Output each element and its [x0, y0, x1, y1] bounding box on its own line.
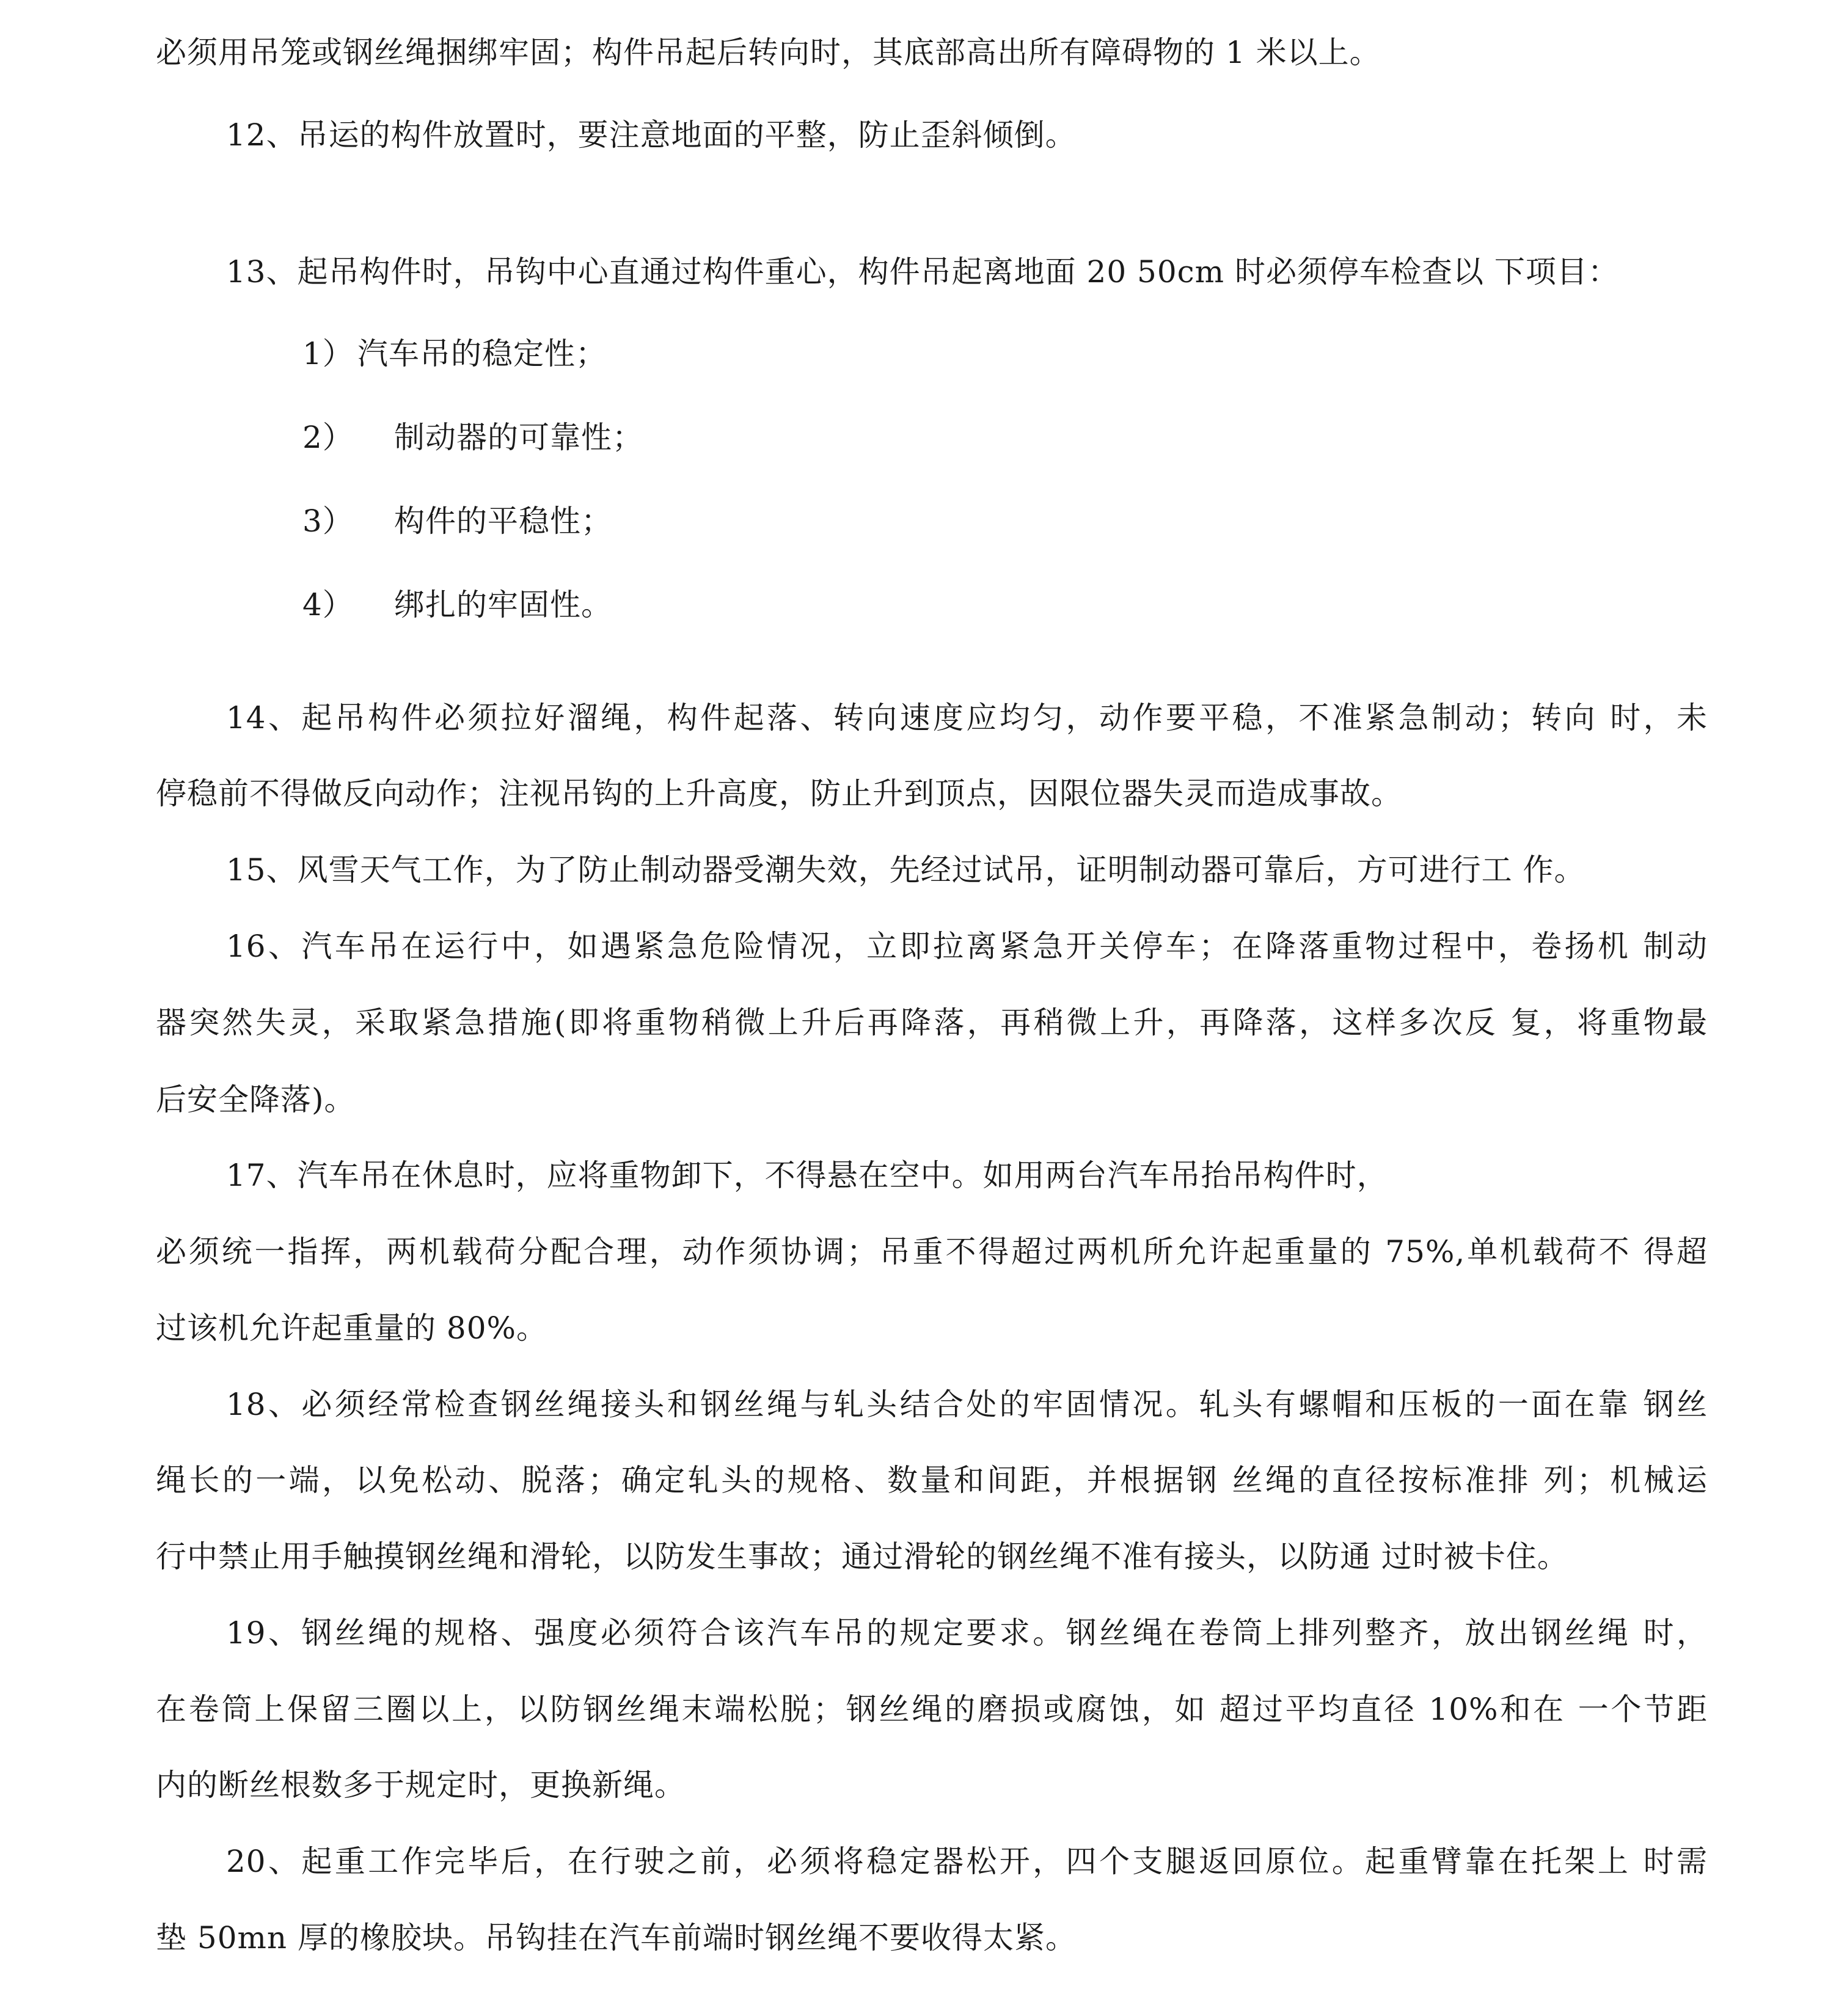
- item-19-line-2: 在卷筒上保留三圈以上，以防钢丝绳末端松脱；钢丝绳的磨损或腐蚀，如 超过平均直径 10%和在 一个节距: [156, 1692, 1708, 1727]
- item-17-line-2: 必须统一指挥，两机载荷分配合理，动作须协调；吊重不得超过两机所允许起重量的 75%,单机载荷不 得超: [156, 1234, 1708, 1269]
- check-text: 汽车吊的稳定性；: [357, 336, 607, 371]
- item-18-line-1: 18、必须经常检查钢丝绳接头和钢丝绳与轧头结合处的牢固情况。轧头有螺帽和压板的一面在靠 钢丝: [226, 1387, 1708, 1422]
- check-item-3: [302, 502, 612, 540]
- check-text: 构件的平稳性；: [394, 503, 612, 539]
- check-item-4: [302, 586, 612, 624]
- item-19-line-1: 19、钢丝绳的规格、强度必须符合该汽车吊的规定要求。钢丝绳在卷筒上排列整齐，放出钢丝绳 时，: [226, 1615, 1708, 1651]
- check-item-2: [302, 418, 643, 456]
- item-17-line-1: 17、汽车吊在休息时，应将重物卸下，不得悬在空中。如用两台汽车吊抬吊构件时，: [226, 1158, 1388, 1193]
- item-17-line-3: 过该机允许起重量的 80%。: [156, 1310, 548, 1346]
- check-number: 4）: [302, 587, 354, 623]
- item-19-line-3: 内的断丝根数多于规定时，更换新绳。: [156, 1767, 686, 1803]
- check-item-1: [302, 335, 607, 373]
- item-18-line-3: 行中禁止用手触摸钢丝绳和滑轮，以防发生事故；通过滑轮的钢丝绳不准有接头，以防通 过时被卡住。: [156, 1539, 1568, 1574]
- item-20-line-1: 20、起重工作完毕后，在行驶之前，必须将稳定器松开，四个支腿返回原位。起重臂靠在托架上 时需: [226, 1844, 1708, 1879]
- item-20-line-2: 垫 50mn 厚的橡胶块。吊钩挂在汽车前端时钢丝绳不要收得太紧。: [156, 1920, 1077, 1956]
- check-text: 绑扎的牢固性。: [394, 587, 612, 623]
- paragraph-line: 必须用吊笼或钢丝绳捆绑牢固；构件吊起后转向时，其底部高出所有障碍物的 1 米以上。: [156, 35, 1381, 70]
- item-15: 15、风雪天气工作，为了防止制动器受潮失效，先经过试吊，证明制动器可靠后，方可进行工 作。: [226, 852, 1585, 888]
- item-14-line-1: 14、起吊构件必须拉好溜绳，构件起落、转向速度应均匀，动作要平稳，不准紧急制动；转向 时，未: [226, 700, 1708, 736]
- item-13: 13、起吊构件时，吊钩中心直通过构件重心，构件吊起离地面 20 50cm 时必须停车检查以 下项目：: [226, 254, 1619, 290]
- item-12: 12、吊运的构件放置时，要注意地面的平整，防止歪斜倾倒。: [226, 117, 1077, 153]
- check-text: 制动器的可靠性；: [394, 420, 643, 455]
- item-16-line-2: 器突然失灵，采取紧急措施(即将重物稍微上升后再降落，再稍微上升，再降落，这样多次反 复，将重物最: [156, 1005, 1708, 1040]
- check-number: 1）: [302, 336, 354, 371]
- check-number: 3）: [302, 503, 354, 539]
- item-16-line-3: 后安全降落)。: [156, 1082, 356, 1117]
- item-18-line-2: 绳长的一端，以免松动、脱落；确定轧头的规格、数量和间距，并根据钢 丝绳的直径按标准排 列；机械运: [156, 1463, 1708, 1498]
- item-14-line-2: 停稳前不得做反向动作；注视吊钩的上升高度，防止升到顶点，因限位器失灵而造成事故。: [156, 776, 1402, 811]
- item-16-line-1: 16、汽车吊在运行中，如遇紧急危险情况，立即拉离紧急开关停车；在降落重物过程中，卷扬机 制动: [226, 929, 1708, 964]
- check-number: 2）: [302, 420, 354, 455]
